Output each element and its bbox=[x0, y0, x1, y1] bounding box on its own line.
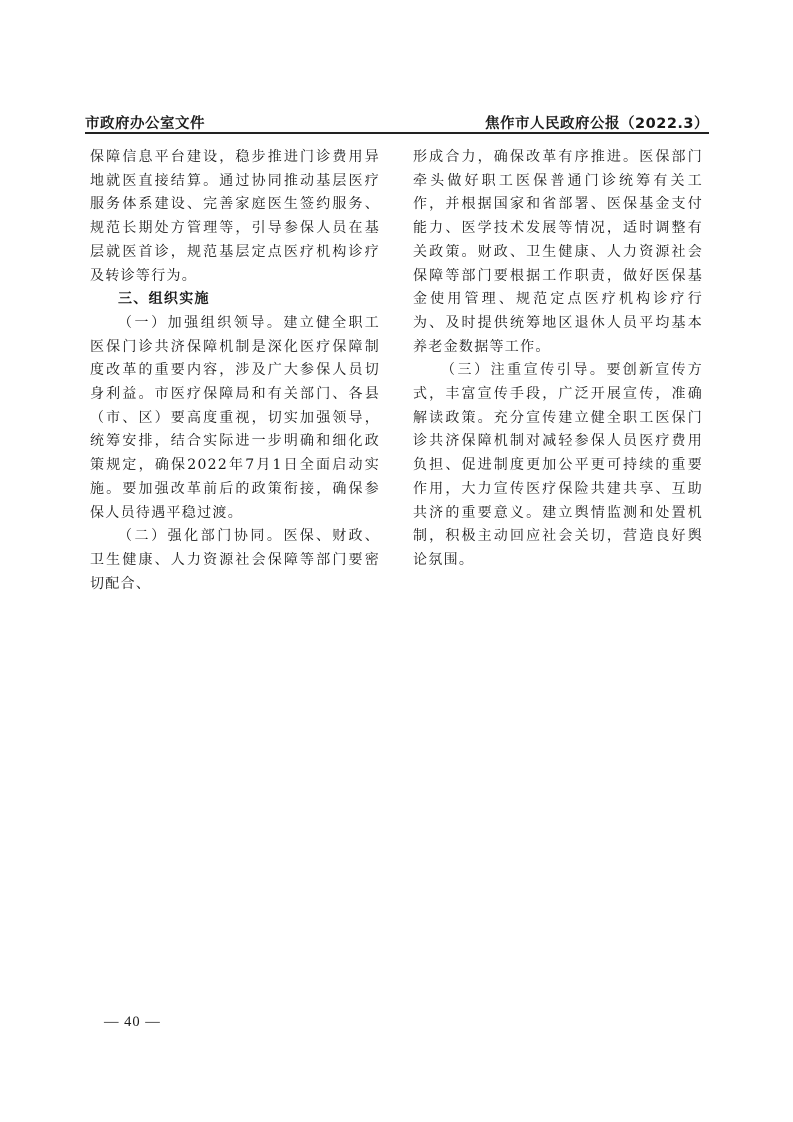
paragraph-continued: 保障信息平台建设，稳步推进门诊费用异地就医直接结算。通过协同推动基层医疗服务体系建设、完善家庭医生签约服务、规范长期处方管理等，引导参保人员在基层就医首诊，规范基层定点医疗机构诊疗及转诊等行为。 bbox=[90, 149, 380, 284]
paragraph-coordination bbox=[90, 525, 380, 596]
right-column bbox=[413, 146, 703, 573]
paragraph-body: 建立健全职工医保门诊共济保障机制是深化医疗保障制度改革的重要内容，涉及广大参保人员切身利益。市医疗保障局和有关部门、各县（市、区）要高度重视，切实加强领导，统筹安排，结合实际进一步明确和细化政策规定，确保2022年7月1日全面启动实施。要加强改革前后的政策衔接，确保参保人员待遇平稳过渡。 bbox=[90, 314, 380, 521]
header-section-title: 市政府办公室文件 bbox=[85, 116, 205, 132]
paragraph-lead: （一）加强组织领导。 bbox=[118, 314, 284, 331]
paragraph-organization bbox=[90, 312, 380, 525]
header-publication-title: 焦作市人民政府公报（2022.3） bbox=[485, 116, 709, 132]
section-heading: 三、组织实施 bbox=[118, 291, 210, 308]
left-column bbox=[90, 146, 380, 596]
paragraph-publicity bbox=[413, 359, 703, 572]
page-header bbox=[85, 112, 709, 134]
paragraph-body: 要创新宣传方式，丰富宣传手段，广泛开展宣传，准确解读政策。充分宣传建立健全职工医保门诊共济保障机制对减轻参保人员医疗费用负担、促进制度更加公平更可持续的重要作用，大力宣传医疗保险共建共享、互助共济的重要意义。建立舆情监测和处置机制，积极主动回应社会关切，营造良好舆论氛围。 bbox=[413, 362, 703, 568]
paragraph-body: 医保、财政、卫生健康、人力资源社会保障等部门要密切配合、 bbox=[90, 528, 380, 592]
page-number: — 40 — bbox=[104, 1014, 161, 1030]
paragraph-continued: 形成合力，确保改革有序推进。医保部门牵头做好职工医保普通门诊统筹有关工作，并根据国家和省部署、医保基金支付能力、医学技术发展等情况，适时调整有关政策。财政、卫生健康、人力资源社会保障等部门要根据工作职责，做好医保基金使用管理、规范定点医疗机构诊疗行为、及时提供统筹地区退休人员平均基本养老金数据等工作。 bbox=[413, 149, 703, 355]
paragraph-lead: （二）强化部门协同。 bbox=[118, 528, 284, 545]
paragraph-lead: （三）注重宣传引导。 bbox=[441, 362, 607, 379]
